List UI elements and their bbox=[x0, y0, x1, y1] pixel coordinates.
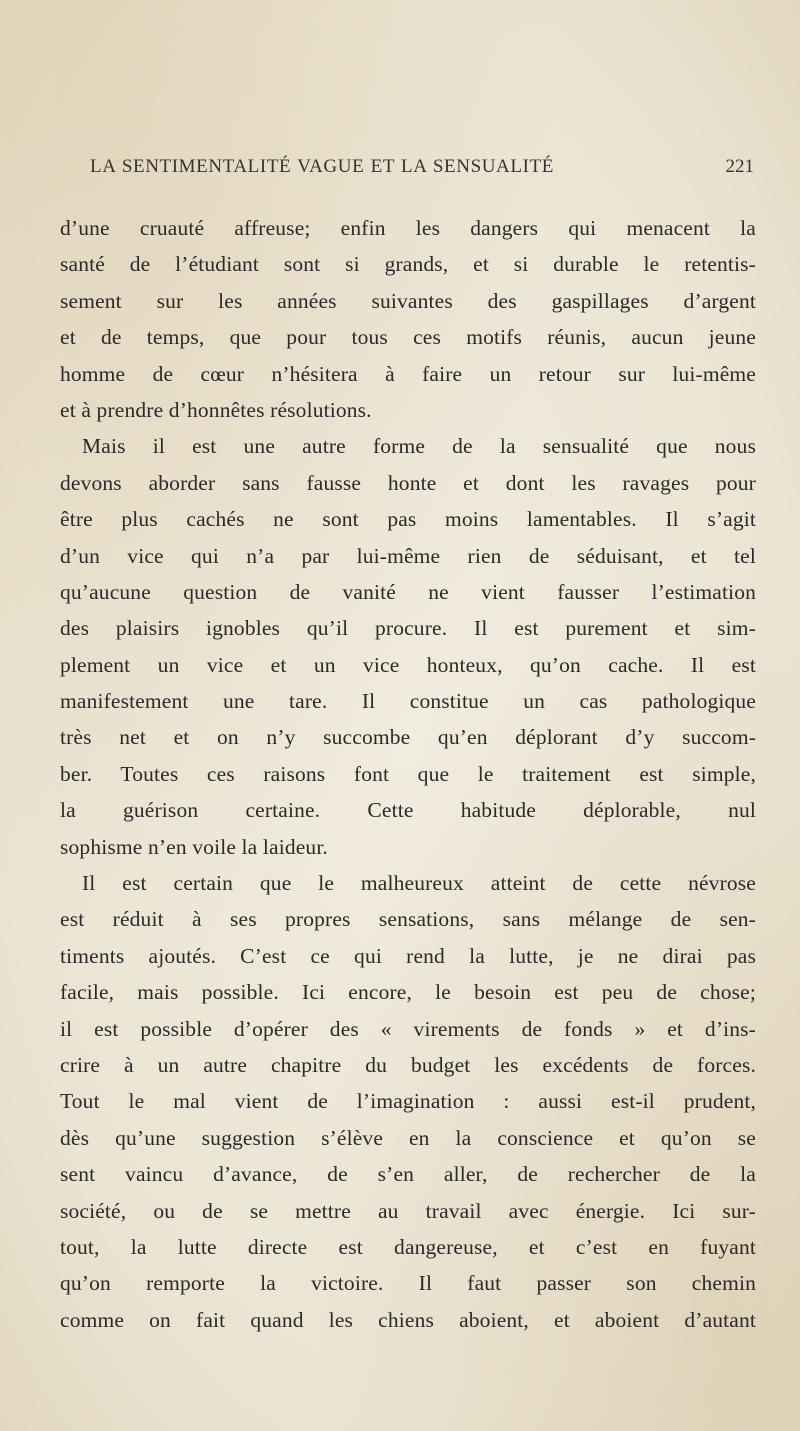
text-line: dès qu’une suggestion s’élève en la conscience et qu’on se bbox=[60, 1125, 756, 1150]
paragraph-start-line: Il est certain que le malheureux atteint de cette névrose bbox=[82, 871, 756, 896]
text-line: plement un vice et un vice honteux, qu’on cache. Il est bbox=[60, 652, 756, 677]
text-line: facile, mais possible. Ici encore, le besoin est peu de chose; bbox=[60, 980, 756, 1005]
text-line: d’une cruauté affreuse; enfin les dangers qui menacent la bbox=[60, 216, 756, 240]
text-line: tout, la lutte directe est dangereuse, et c’est en fuyant bbox=[60, 1234, 756, 1259]
text-line: est réduit à ses propres sensations, sans mélange de sen- bbox=[60, 907, 756, 932]
text-line: être plus cachés ne sont pas moins lamentables. Il s’agit bbox=[60, 507, 756, 532]
text-line: qu’on remporte la victoire. Il faut passer son chemin bbox=[60, 1271, 756, 1296]
text-line: santé de l’étudiant sont si grands, et si durable le retentis- bbox=[60, 252, 756, 277]
text-line: manifestement une tare. Il constitue un cas pathologique bbox=[60, 689, 756, 714]
text-line: Tout le mal vient de l’imagination : aussi est-il prudent, bbox=[60, 1089, 756, 1114]
text-line: la guérison certaine. Cette habitude déplorable, nul bbox=[60, 798, 756, 823]
page-number: 221 bbox=[725, 156, 754, 177]
text-line: homme de cœur n’hésitera à faire un retour sur lui-même bbox=[60, 361, 756, 386]
text-line: comme on fait quand les chiens aboient, et aboient d’autant bbox=[60, 1307, 756, 1332]
running-head bbox=[90, 156, 754, 186]
text-line: d’un vice qui n’a par lui-même rien de séduisant, et tel bbox=[60, 543, 756, 568]
text-line: crire à un autre chapitre du budget les excédents de forces. bbox=[60, 1052, 756, 1077]
text-line: des plaisirs ignobles qu’il procure. Il est purement et sim- bbox=[60, 616, 756, 641]
text-line: il est possible d’opérer des « virements de fonds » et d’ins- bbox=[60, 1016, 756, 1041]
paragraph-start-line: Mais il est une autre forme de la sensualité que nous bbox=[82, 434, 756, 459]
text-line: très net et on n’y succombe qu’en déplorant d’y succom- bbox=[60, 725, 756, 750]
text-line: société, ou de se mettre au travail avec énergie. Ici sur- bbox=[60, 1198, 756, 1223]
body-text bbox=[60, 210, 756, 1338]
text-line: sement sur les années suivantes des gaspillages d’argent bbox=[60, 288, 756, 313]
text-line: timents ajoutés. C’est ce qui rend la lutte, je ne dirai pas bbox=[60, 943, 756, 968]
text-line: sent vaincu d’avance, de s’en aller, de rechercher de la bbox=[60, 1162, 756, 1187]
text-line: devons aborder sans fausse honte et dont les ravages pour bbox=[60, 470, 756, 495]
text-line: sophisme n’en voile la laideur. bbox=[60, 834, 328, 859]
text-line: et à prendre d’honnêtes résolutions. bbox=[60, 397, 372, 422]
text-line: ber. Toutes ces raisons font que le traitement est simple, bbox=[60, 761, 756, 786]
text-line: qu’aucune question de vanité ne vient fausser l’estimation bbox=[60, 579, 756, 604]
text-line: et de temps, que pour tous ces motifs réunis, aucun jeune bbox=[60, 325, 756, 350]
running-title: LA SENTIMENTALITÉ VAGUE ET LA SENSUALITÉ bbox=[90, 156, 554, 177]
